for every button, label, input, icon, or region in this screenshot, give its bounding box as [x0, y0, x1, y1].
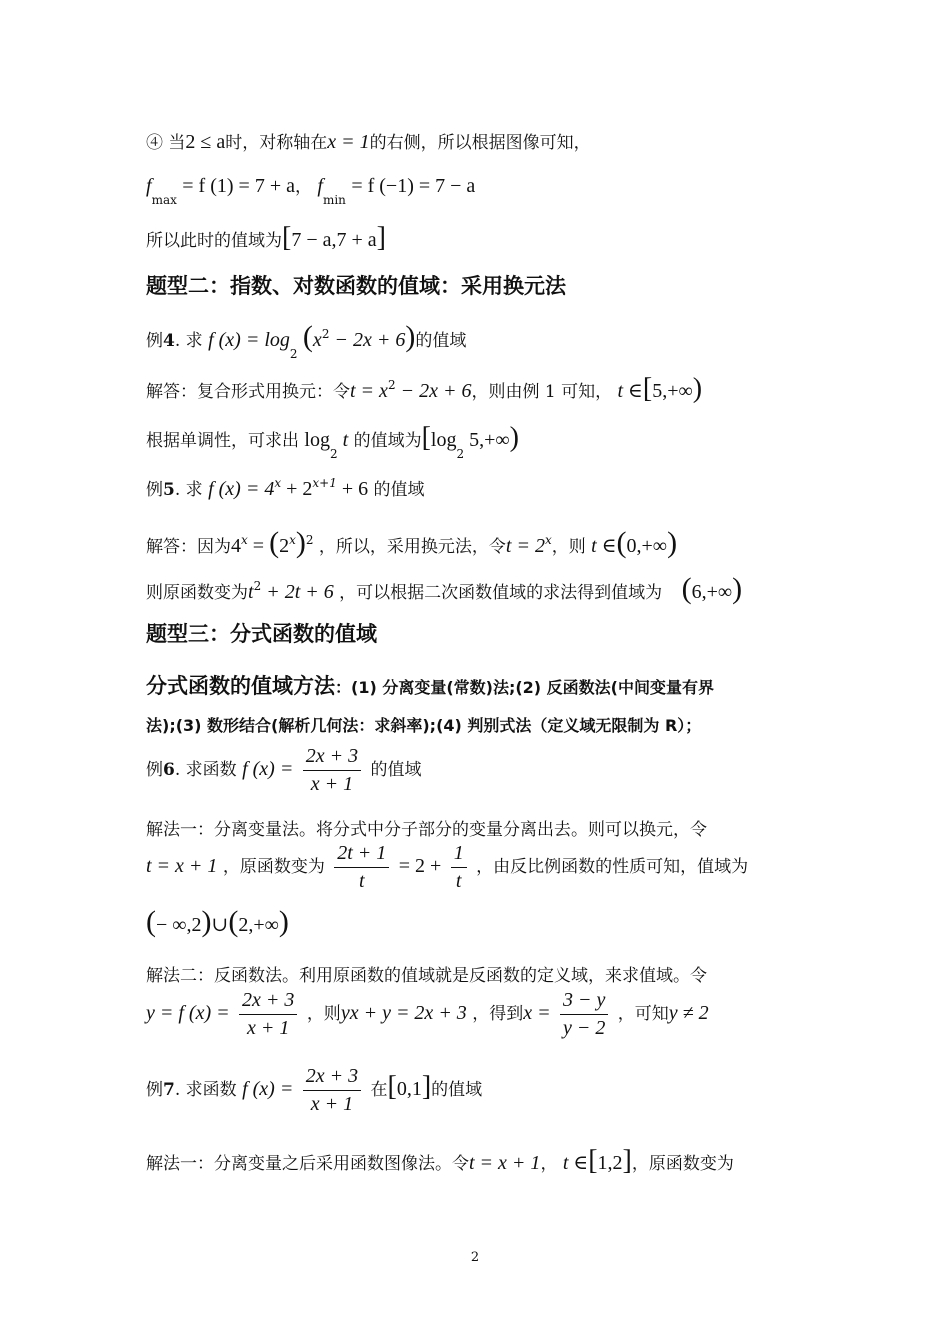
- denominator: t: [359, 870, 365, 892]
- paren: (: [616, 526, 627, 559]
- math: + 2t + 6: [261, 581, 334, 603]
- math: log: [304, 429, 330, 451]
- bracket: [: [642, 373, 653, 404]
- solution-7-line-1: [146, 1145, 734, 1177]
- solution-5-line-1: [146, 526, 677, 560]
- math: f (x) = log: [208, 329, 290, 351]
- denominator: x + 1: [310, 773, 354, 795]
- superscript: 2: [321, 327, 330, 341]
- range-line: [146, 222, 386, 254]
- text: 的值域: [370, 760, 422, 780]
- math: 0,+∞: [626, 535, 668, 557]
- text: . 求函数: [174, 1080, 237, 1100]
- text: ：(1) 分离变量(常数)法;(2) 反函数法(中间变量有界: [335, 678, 714, 697]
- subscript: min: [322, 193, 346, 207]
- paren: (: [302, 320, 313, 353]
- math: − 2x + 6: [395, 380, 472, 402]
- numerator: 2x + 3: [303, 1065, 361, 1091]
- text: ，可以根据二次函数值域的求法得到值域为: [339, 583, 663, 603]
- math: 2: [279, 535, 290, 557]
- math: y = f (x) =: [146, 1002, 230, 1024]
- math: =: [247, 535, 270, 557]
- bracket: [: [387, 1071, 397, 1102]
- text: ，则由例 1 可知，: [471, 382, 613, 402]
- paren: ): [732, 572, 743, 605]
- paren: ): [667, 526, 678, 559]
- math: t ∈: [617, 380, 643, 402]
- numerator: 2x + 3: [239, 989, 297, 1015]
- bracket: ]: [622, 1145, 632, 1176]
- denominator: x + 1: [247, 1017, 290, 1039]
- denominator: t: [455, 870, 462, 892]
- superscript: 2: [305, 533, 314, 547]
- math: yx + y = 2x + 3: [340, 1002, 467, 1024]
- superscript: 2: [253, 579, 262, 593]
- text: ，可知: [617, 1004, 669, 1024]
- solution-4-line-1: [146, 373, 702, 405]
- paren: ): [295, 526, 306, 559]
- text: ，原函数变为: [631, 1154, 734, 1174]
- numerator: 1: [451, 842, 467, 868]
- text: 在: [370, 1080, 388, 1100]
- subscript: 2: [456, 447, 465, 461]
- text: 例: [146, 1080, 163, 1100]
- paren: (: [269, 526, 280, 559]
- math: t = x: [350, 380, 388, 402]
- paren: ): [201, 905, 212, 938]
- math: 5,+∞: [652, 380, 693, 402]
- bracket: ]: [421, 1071, 432, 1102]
- bracket: [: [282, 222, 292, 253]
- section-heading-3: 题型三：分式函数的值域: [146, 622, 377, 646]
- denominator: x + 1: [310, 1093, 354, 1115]
- superscript: x+1: [312, 476, 337, 490]
- text: ，得到: [472, 1004, 524, 1024]
- math: f (x) =: [242, 1078, 294, 1100]
- bracket: [: [421, 422, 431, 453]
- text: 解答：复合形式用换元：令: [146, 382, 350, 402]
- text: 所以此时的值域为: [146, 231, 282, 251]
- math: f (x) =: [242, 758, 294, 780]
- bracket: ): [509, 422, 519, 453]
- example-number: 7: [163, 1080, 175, 1100]
- superscript: x: [544, 533, 552, 547]
- math: = f (1) = 7 + a: [182, 175, 295, 197]
- paren: (: [681, 572, 692, 605]
- math: t: [248, 581, 254, 603]
- math: x =: [523, 1002, 551, 1024]
- union: ∪: [211, 914, 229, 936]
- text: 解法一：分离变量之后采用函数图像法。令: [146, 1154, 469, 1174]
- fraction: [239, 989, 297, 1040]
- text: 解答：因为: [146, 537, 231, 557]
- subscript: 2: [329, 447, 338, 461]
- math: − ∞,2: [156, 914, 202, 936]
- math: f: [317, 175, 323, 197]
- math: 2 ≤ a: [185, 131, 226, 153]
- math: f (x) = 4: [208, 478, 275, 500]
- fraction: [303, 745, 361, 796]
- math: 5,+∞: [464, 429, 510, 451]
- math: 0,1: [396, 1078, 422, 1100]
- text: ，所以，采用换元法，令: [318, 537, 506, 557]
- fraction: [334, 842, 389, 893]
- superscript: x: [274, 476, 282, 490]
- bracket: [: [588, 1145, 598, 1176]
- text: 法);(3) 数形结合(解析几何法：求斜率);(4) 判别式法（定义域无限制为 R）；: [146, 716, 702, 735]
- text: ，由反比例函数的性质可知，值域为: [476, 857, 749, 877]
- example-4: [146, 320, 467, 361]
- solution-6-line-1: 解法一：分离变量法。将分式中分子部分的变量分离出去。则可以换元，令: [146, 820, 707, 840]
- bracket: ]: [376, 222, 386, 253]
- text: . 求: [174, 331, 203, 351]
- superscript: x: [241, 533, 248, 547]
- math: f: [146, 175, 152, 197]
- bracket: ): [692, 373, 703, 404]
- fraction: [560, 989, 608, 1040]
- fraction: [303, 1065, 361, 1116]
- text: ，: [294, 177, 312, 197]
- text: ，则: [306, 1004, 341, 1024]
- math: y ≠ 2: [668, 1002, 709, 1024]
- math: t ∈: [591, 535, 617, 557]
- text: . 求函数: [174, 760, 237, 780]
- solution-4-line-2: [146, 422, 519, 461]
- numerator: 2x + 3: [303, 745, 361, 771]
- math: x = 1: [327, 131, 370, 153]
- example-5: [146, 475, 425, 501]
- numerator: 2t + 1: [334, 842, 389, 868]
- text: 根据单调性，可求出: [146, 431, 299, 451]
- text: ④ 当: [146, 133, 186, 153]
- solution-6-line-5: [146, 989, 709, 1040]
- superscript: x: [289, 533, 296, 547]
- text: 例: [146, 480, 163, 500]
- math: = 2 +: [398, 855, 442, 877]
- superscript: 2: [387, 378, 396, 392]
- text: . 求: [174, 480, 203, 500]
- text: ，原函数变为: [222, 857, 325, 877]
- text: 的值域: [415, 331, 467, 351]
- math: log: [430, 429, 457, 451]
- text: 例: [146, 760, 163, 780]
- math: 1,2: [597, 1152, 623, 1174]
- section-heading-2: 题型二：指数、对数函数的值域：采用换元法: [146, 274, 566, 298]
- subscript: max: [151, 193, 177, 207]
- math: x: [312, 329, 322, 351]
- text: 例: [146, 331, 163, 351]
- text: 的值域为: [353, 431, 422, 451]
- max-min-line: [146, 172, 476, 207]
- text: ，: [540, 1154, 558, 1174]
- math: 4: [231, 535, 241, 557]
- math: 6,+∞: [691, 581, 733, 603]
- math: 7 − a,7 + a: [291, 229, 377, 251]
- math: + 2: [281, 478, 313, 500]
- paren: (: [146, 905, 156, 938]
- math: t: [337, 429, 349, 451]
- example-number: 6: [163, 760, 175, 780]
- math: = f (−1) = 7 − a: [351, 175, 476, 197]
- math: 2,+∞: [238, 914, 279, 936]
- text: 的值域: [431, 1080, 483, 1100]
- text: 则原函数变为: [146, 583, 248, 603]
- paren: (: [228, 905, 239, 938]
- solution-6-line-4: 解法二：反函数法。利用原函数的值域就是反函数的定义域，来求值域。令: [146, 966, 707, 986]
- fraction: [451, 842, 467, 893]
- page-number: 2: [470, 1250, 480, 1265]
- math: t = x + 1: [146, 855, 218, 877]
- solution-6-line-3: [146, 905, 289, 939]
- math: + 6: [336, 478, 369, 500]
- math: t = 2: [505, 535, 545, 557]
- denominator: y − 2: [563, 1017, 606, 1039]
- paren: ): [278, 905, 289, 938]
- text: 的值域: [373, 480, 425, 500]
- text: ，则: [551, 537, 586, 557]
- example-number: 5: [163, 480, 175, 500]
- case-4-line: [146, 128, 591, 154]
- example-6: [146, 745, 422, 796]
- subscript: 2: [289, 347, 298, 361]
- math: t = x + 1: [469, 1152, 541, 1174]
- example-number: 4: [163, 331, 175, 351]
- solution-5-line-2: [146, 572, 742, 606]
- method-line-1: [146, 670, 714, 700]
- example-7: [146, 1065, 482, 1116]
- text: 时，对称轴在: [225, 133, 328, 153]
- paren: ): [405, 320, 416, 353]
- text: 的右侧，所以根据图像可知，: [369, 133, 591, 153]
- method-title: 分式函数的值域方法: [146, 674, 335, 698]
- method-line-2: [146, 713, 701, 736]
- math: t ∈: [562, 1152, 589, 1174]
- solution-6-line-2: [146, 842, 748, 893]
- numerator: 3 − y: [560, 989, 608, 1015]
- math: − 2x + 6: [329, 329, 406, 351]
